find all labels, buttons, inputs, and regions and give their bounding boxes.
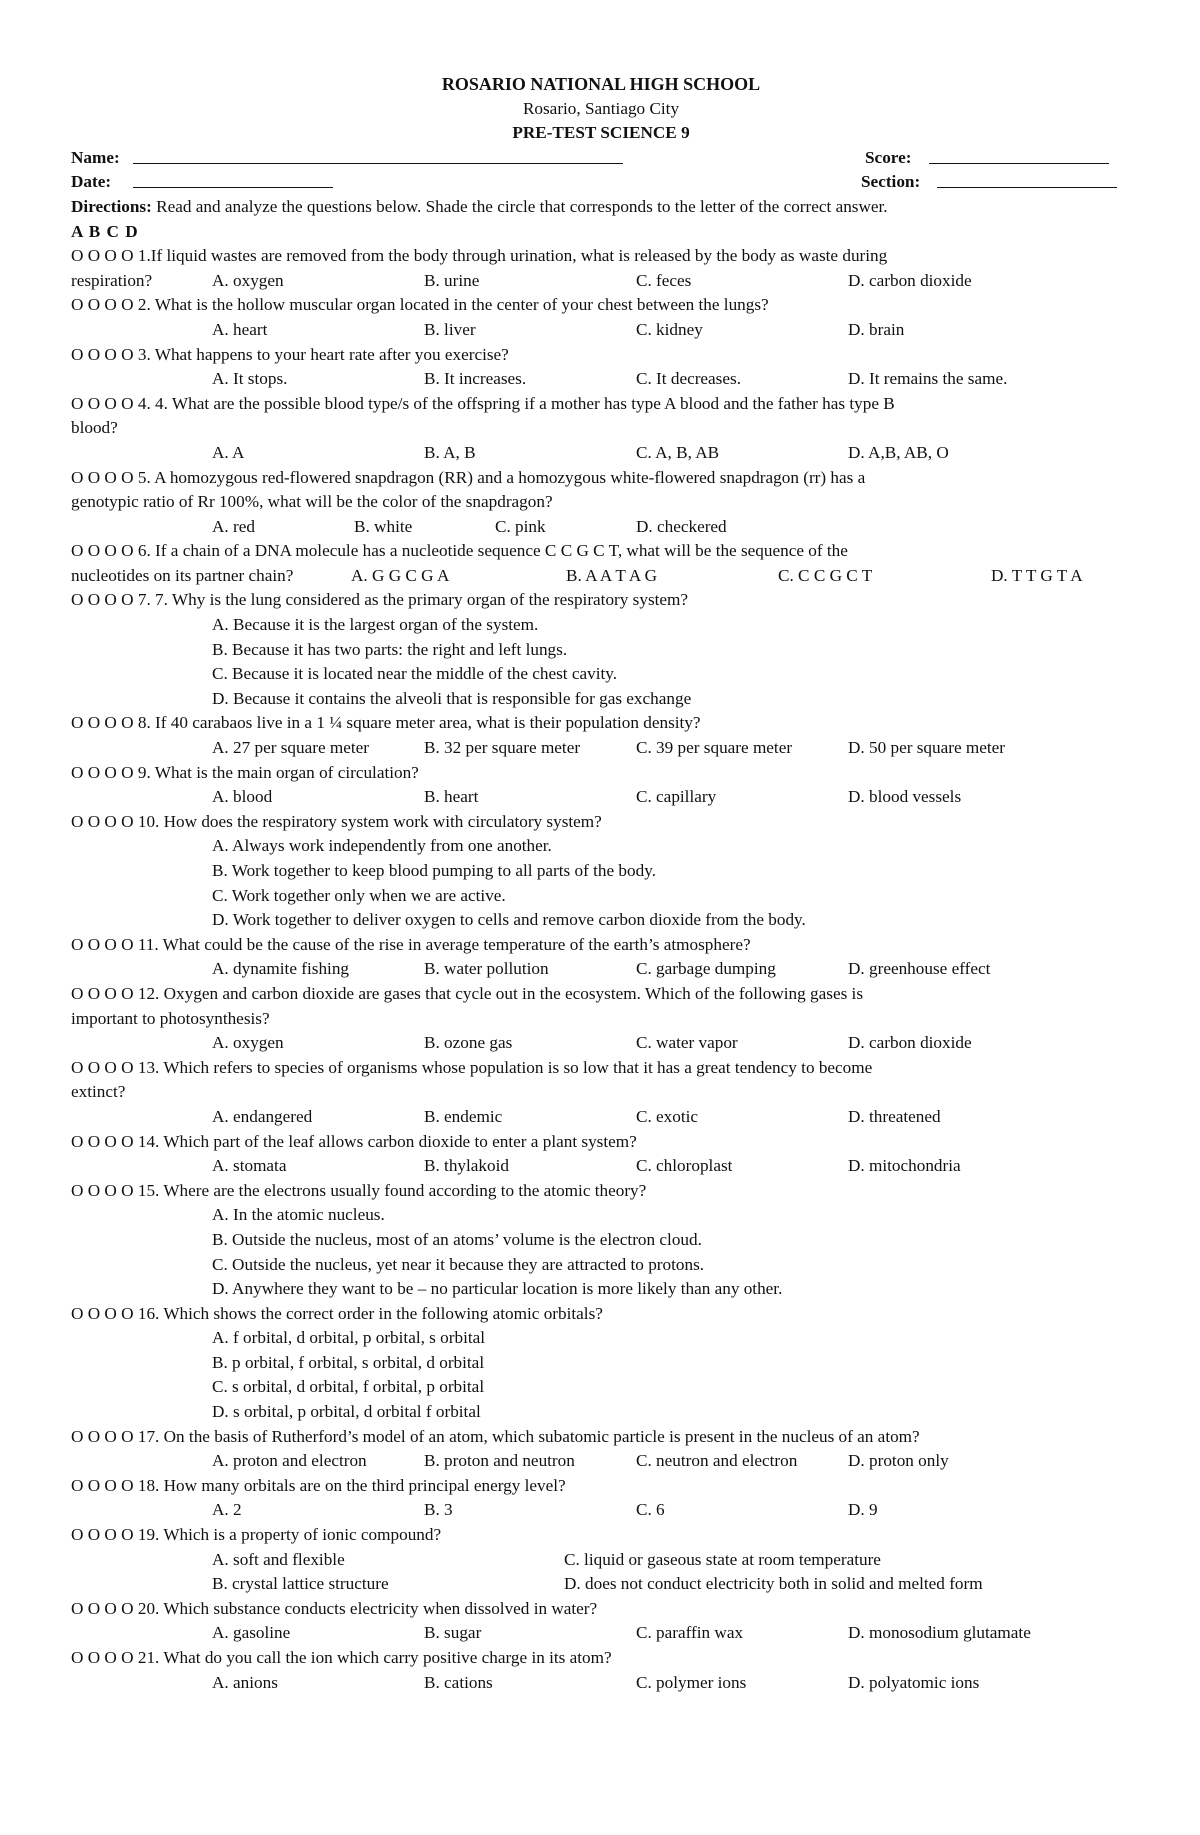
- option-a: A. soft and flexible: [212, 1549, 345, 1569]
- question-text: 13. Which refers to species of organisms whose population is so low that it has a great tendency to become: [133, 1057, 873, 1077]
- test-page: [71, 72, 1131, 1695]
- answer-circles[interactable]: O O O O: [71, 811, 134, 831]
- question-text: 3. What happens to your heart rate after you exercise?: [133, 344, 509, 364]
- option-d: D. 50 per square meter: [848, 738, 1006, 758]
- answer-circles[interactable]: O O O O: [71, 344, 134, 364]
- question-list: [71, 244, 1131, 1695]
- option-a: A. anions: [212, 1672, 278, 1692]
- question-text: 10. How does the respiratory system work with circulatory system?: [133, 811, 602, 831]
- option-b: B. 3: [424, 1500, 453, 1520]
- question-7: [71, 588, 1131, 613]
- option-c: C. exotic: [636, 1106, 699, 1126]
- section-field[interactable]: [937, 171, 1117, 188]
- answer-circles[interactable]: O O O O: [71, 713, 134, 733]
- question-text-cont: genotypic ratio of Rr 100%, what will be the color of the snapdragon?: [71, 492, 553, 512]
- option-b: B. crystal lattice structure: [212, 1574, 389, 1594]
- option-c: C. Outside the nucleus, yet near it because they are attracted to protons.: [212, 1254, 705, 1274]
- question-6: [71, 539, 1131, 564]
- options-row: [71, 1031, 1131, 1056]
- option-c: C. capillary: [636, 787, 717, 807]
- option-a: A. oxygen: [212, 270, 284, 290]
- option-a: A. Because it is the largest organ of the system.: [212, 615, 539, 635]
- options-row: [71, 1498, 1131, 1523]
- option-c: C. 6: [636, 1500, 665, 1520]
- question-text: 15. Where are the electrons usually found according to the atomic theory?: [133, 1180, 647, 1200]
- question-text: 2. What is the hollow muscular organ located in the center of your chest between the lungs?: [133, 295, 769, 315]
- question-18: [71, 1474, 1131, 1499]
- option-a: A. A: [212, 442, 245, 462]
- answer-circles[interactable]: O O O O: [71, 1303, 134, 1323]
- option-a: A. stomata: [212, 1156, 287, 1176]
- question-text: 17. On the basis of Rutherford’s model of an atom, which subatomic particle is present in the nucleus of an atom?: [133, 1426, 920, 1446]
- option-d: D. Because it contains the alveoli that is responsible for gas exchange: [212, 688, 692, 708]
- answer-letters-header: A B C D: [71, 221, 138, 241]
- option-c: C. water vapor: [636, 1033, 738, 1053]
- option-d: D. blood vessels: [848, 787, 962, 807]
- question-text: 19. Which is a property of ionic compound?: [133, 1525, 442, 1545]
- option-b: B. white: [354, 516, 413, 536]
- option-b: B. thylakoid: [424, 1156, 509, 1176]
- question-14: [71, 1130, 1131, 1155]
- school-name: ROSARIO NATIONAL HIGH SCHOOL: [441, 74, 761, 94]
- question-9: [71, 761, 1131, 786]
- answer-circles[interactable]: O O O O: [71, 1057, 134, 1077]
- option-c: C. garbage dumping: [636, 959, 776, 979]
- question-20: [71, 1597, 1131, 1622]
- option-c: C. It decreases.: [636, 369, 741, 389]
- option-b: B. Because it has two parts: the right and left lungs.: [212, 639, 568, 659]
- score-field[interactable]: [929, 147, 1109, 164]
- options-row: [71, 441, 1131, 466]
- option-c: C. polymer ions: [636, 1672, 747, 1692]
- option-a: A. heart: [212, 319, 268, 339]
- question-text-cont: [71, 269, 1131, 294]
- question-5: [71, 466, 1131, 491]
- options-row: [71, 367, 1131, 392]
- question-text: 16. Which shows the correct order in the following atomic orbitals?: [133, 1303, 603, 1323]
- option-d: D. T T G T A: [991, 565, 1083, 585]
- options-row: [71, 515, 1131, 540]
- option-a: A. gasoline: [212, 1623, 291, 1643]
- option-c: C. C C G C T: [778, 565, 873, 585]
- score-label: Score:: [865, 147, 912, 167]
- option-a: A. In the atomic nucleus.: [212, 1205, 385, 1225]
- answer-circles[interactable]: O O O O: [71, 762, 134, 782]
- question-1: [71, 244, 1131, 269]
- option-a: A. It stops.: [212, 369, 288, 389]
- option-a: A. red: [212, 516, 255, 536]
- option-d: D. polyatomic ions: [848, 1672, 980, 1692]
- options-row: [71, 1572, 1131, 1597]
- name-score-row: [71, 146, 1131, 171]
- question-text: 5. A homozygous red-flowered snapdragon (RR) and a homozygous white-flowered snapdragon (rr) has a: [133, 467, 866, 487]
- option-a: A. dynamite fishing: [212, 959, 350, 979]
- options-row: [71, 1449, 1131, 1474]
- question-text: 9. What is the main organ of circulation?: [133, 762, 419, 782]
- question-16: [71, 1302, 1131, 1327]
- option-b: B. heart: [424, 787, 479, 807]
- question-text-cont: blood?: [71, 418, 118, 438]
- option-b: B. urine: [424, 270, 480, 290]
- option-d: D. mitochondria: [848, 1156, 961, 1176]
- question-text: 21. What do you call the ion which carry positive charge in its atom?: [133, 1648, 612, 1667]
- options-row: [71, 1548, 1131, 1573]
- option-d: D. It remains the same.: [848, 369, 1008, 389]
- option-c: C. neutron and electron: [636, 1451, 798, 1471]
- answer-circles[interactable]: O O O O: [71, 393, 134, 413]
- answer-circles[interactable]: O O O O: [71, 934, 134, 954]
- answer-circles[interactable]: O O O O: [71, 1426, 134, 1446]
- answer-circles[interactable]: O O O O: [71, 1525, 134, 1545]
- option-c: C. Because it is located near the middle of the chest cavity.: [212, 664, 618, 684]
- option-b: B. A A T A G: [566, 565, 658, 585]
- question-text: 20. Which substance conducts electricity when dissolved in water?: [133, 1598, 598, 1618]
- answer-circles[interactable]: O O O O: [71, 1131, 134, 1151]
- question-text: 8. If 40 carabaos live in a 1 ¼ square meter area, what is their population density?: [133, 713, 701, 733]
- directions: [71, 195, 1131, 220]
- answer-circles[interactable]: O O O O: [71, 295, 134, 315]
- option-b: B. 32 per square meter: [424, 738, 581, 758]
- option-b: B. water pollution: [424, 959, 549, 979]
- question-3: [71, 343, 1131, 368]
- question-21: [71, 1646, 1131, 1671]
- option-c: C. 39 per square meter: [636, 738, 793, 758]
- answer-circles[interactable]: O O O O: [71, 541, 134, 561]
- option-c: C. Work together only when we are active.: [212, 885, 506, 905]
- options-row: [71, 736, 1131, 761]
- question-4: [71, 392, 1131, 417]
- option-d: D. carbon dioxide: [848, 1033, 972, 1053]
- option-d: D. Anywhere they want to be – no particular location is more likely than any other.: [212, 1279, 783, 1299]
- option-a: A. blood: [212, 787, 273, 807]
- option-b: B. p orbital, f orbital, s orbital, d orbital: [212, 1352, 485, 1372]
- question-text: 4. 4. What are the possible blood type/s of the offspring if a mother has type A blood and the father has type B: [133, 393, 895, 413]
- options-row: [71, 785, 1131, 810]
- date-label: Date:: [71, 172, 112, 192]
- question-text-cont: important to photosynthesis?: [71, 1008, 270, 1028]
- option-c: C. kidney: [636, 319, 703, 339]
- option-b: B. cations: [424, 1672, 493, 1692]
- answer-circles[interactable]: O O O O: [71, 983, 134, 1003]
- answer-circles[interactable]: O O O O: [71, 1598, 134, 1618]
- question-text: 11. What could be the cause of the rise in average temperature of the earth’s atmosphere?: [133, 934, 751, 954]
- school-address: Rosario, Santiago City: [522, 98, 680, 118]
- question-text-cont: nucleotides on its partner chain?: [71, 565, 294, 585]
- question-text: 1.If liquid wastes are removed from the body through urination, what is released by the body as waste during: [133, 246, 888, 266]
- question-19: [71, 1523, 1131, 1548]
- answer-circles[interactable]: O O O O: [71, 246, 134, 266]
- option-b: B. Outside the nucleus, most of an atoms’ volume is the electron cloud.: [212, 1229, 702, 1249]
- question-text: 7. 7. Why is the lung considered as the primary organ of the respiratory system?: [133, 590, 689, 610]
- question-text-cont-label: respiration?: [71, 270, 153, 290]
- name-field[interactable]: [133, 147, 623, 164]
- option-b: B. proton and neutron: [424, 1451, 575, 1471]
- option-d: D. checkered: [636, 516, 727, 536]
- options-row: [71, 318, 1131, 343]
- date-field[interactable]: [133, 171, 333, 188]
- question-text: 12. Oxygen and carbon dioxide are gases that cycle out in the ecosystem. Which of the following gases is: [133, 983, 864, 1003]
- option-d: D. monosodium glutamate: [848, 1623, 1031, 1643]
- question-12: [71, 982, 1131, 1007]
- option-a: A. proton and electron: [212, 1451, 367, 1471]
- answer-circles[interactable]: O O O O: [71, 1475, 134, 1495]
- option-a: A. 2: [212, 1500, 242, 1520]
- answer-circles[interactable]: O O O O: [71, 1648, 134, 1667]
- answer-circles[interactable]: O O O O: [71, 590, 134, 610]
- options-row: [71, 1154, 1131, 1179]
- directions-text: Read and analyze the questions below. Shade the circle that corresponds to the letter of the correct answer.: [151, 196, 888, 216]
- date-section-row: [71, 170, 1131, 195]
- question-15: [71, 1179, 1131, 1204]
- option-d: D. threatened: [848, 1106, 941, 1126]
- option-a: A. Always work independently from one another.: [212, 836, 552, 856]
- section-label: Section:: [861, 172, 921, 192]
- test-title: PRE-TEST SCIENCE 9: [512, 123, 690, 143]
- options-row: [71, 957, 1131, 982]
- option-a: A. 27 per square meter: [212, 738, 370, 758]
- question-11: [71, 933, 1131, 958]
- question-continuation: [71, 564, 1131, 589]
- option-d: D. Work together to deliver oxygen to cells and remove carbon dioxide from the body.: [212, 910, 806, 930]
- option-b: B. ozone gas: [424, 1033, 513, 1053]
- options-row: [71, 1621, 1131, 1646]
- option-b: B. Work together to keep blood pumping to all parts of the body.: [212, 861, 656, 880]
- options-row: [71, 1105, 1131, 1130]
- question-text-cont: extinct?: [71, 1082, 126, 1102]
- option-d: D. proton only: [848, 1451, 949, 1471]
- name-label: Name:: [71, 147, 120, 167]
- option-a: A. f orbital, d orbital, p orbital, s orbital: [212, 1328, 486, 1348]
- answer-circles[interactable]: O O O O: [71, 1180, 134, 1200]
- question-text: 18. How many orbitals are on the third principal energy level?: [133, 1475, 566, 1495]
- option-c: C. chloroplast: [636, 1156, 733, 1176]
- option-c: C. paraffin wax: [636, 1623, 744, 1643]
- option-d: D. greenhouse effect: [848, 959, 991, 979]
- option-b: B. endemic: [424, 1106, 503, 1126]
- directions-label: Directions:: [71, 196, 152, 216]
- option-d: D. does not conduct electricity both in solid and melted form: [564, 1574, 983, 1594]
- option-c: C. A, B, AB: [636, 442, 720, 462]
- question-10: [71, 810, 1131, 835]
- question-13: [71, 1056, 1131, 1081]
- option-d: D. A,B, AB, O: [848, 442, 949, 462]
- option-c: C. liquid or gaseous state at room temperature: [564, 1549, 881, 1569]
- question-8: [71, 711, 1131, 736]
- option-b: B. It increases.: [424, 369, 527, 389]
- option-c: C. s orbital, d orbital, f orbital, p orbital: [212, 1377, 485, 1397]
- question-2: [71, 293, 1131, 318]
- option-d: D. brain: [848, 319, 905, 339]
- option-a: A. oxygen: [212, 1033, 284, 1053]
- option-a: A. endangered: [212, 1106, 313, 1126]
- option-c: C. feces: [636, 270, 692, 290]
- option-d: D. s orbital, p orbital, d orbital f orbital: [212, 1402, 481, 1422]
- option-a: A. G G C G A: [351, 565, 450, 585]
- answer-circles[interactable]: O O O O: [71, 467, 134, 487]
- option-b: B. A, B: [424, 442, 476, 462]
- option-c: C. pink: [495, 516, 546, 536]
- option-d: D. 9: [848, 1500, 878, 1520]
- option-b: B. sugar: [424, 1623, 482, 1643]
- option-d: D. carbon dioxide: [848, 270, 972, 290]
- option-b: B. liver: [424, 319, 476, 339]
- question-17: [71, 1425, 1131, 1450]
- question-text: 14. Which part of the leaf allows carbon dioxide to enter a plant system?: [133, 1131, 637, 1151]
- options-row: [71, 1671, 1131, 1696]
- question-text: 6. If a chain of a DNA molecule has a nucleotide sequence C C G C T, what will be the sequence of the: [133, 541, 848, 561]
